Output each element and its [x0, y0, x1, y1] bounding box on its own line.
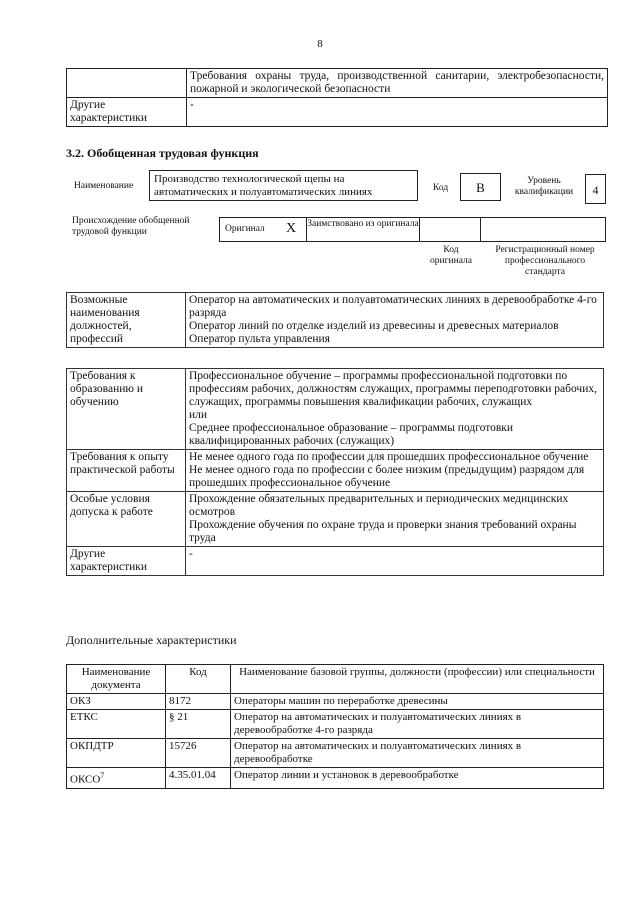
reg-number-label: Регистрационный номер профессионального стандарта [495, 245, 595, 277]
extra-code: 8172 [166, 694, 231, 710]
name-label: Наименование [74, 181, 134, 191]
extra-name: Оператор на автоматических и полуавтоматических линиях в деревообработке [231, 739, 604, 768]
experience-line: Не менее одного года по профессии для прошедших профессиональное обучение [189, 451, 589, 463]
table-row [67, 739, 604, 768]
conditions-line: Прохождение обязательных предварительных и периодических медицинских осмотров [189, 493, 569, 518]
top-table-empty-cell [67, 69, 187, 98]
extra-header-name: Наименование базовой группы, должности (профессии) или специальности [231, 665, 604, 694]
education-line: Среднее профессиональное образование – программы подготовки квалифицированных рабочих (служащих) [189, 422, 514, 447]
extra-code: 15726 [166, 739, 231, 768]
original-label: Оригинал [225, 224, 265, 234]
reg-number-box [480, 217, 606, 242]
extra-name: Оператор на автоматических и полуавтоматических линиях в деревообработке 4-го разряда [231, 710, 604, 739]
positions-label: Возможные наименования должностей, профессий [67, 293, 186, 348]
level-value: 4 [585, 174, 606, 204]
education-line: или [189, 409, 208, 421]
other-value: - [186, 547, 604, 576]
extra-code: 4.35.01.04 [166, 768, 231, 789]
top-table [66, 68, 608, 127]
extra-header-doc: Наименование документа [67, 665, 166, 694]
requirements-table [66, 368, 604, 576]
education-values [186, 369, 604, 450]
extra-doc: ОКПДТР [67, 739, 166, 768]
extra-name: Оператор линии и установок в деревообработке [231, 768, 604, 789]
extra-doc-cell [67, 768, 166, 789]
extra-title: Дополнительные характеристики [66, 633, 237, 647]
top-table-requirements: Требования охраны труда, производственной санитарии, электробезопасности, пожарной и экологической безопасности [187, 69, 608, 98]
experience-values [186, 450, 604, 492]
extra-header-code: Код [166, 665, 231, 694]
origin-label: Происхождение обобщенной трудовой функции [72, 216, 190, 237]
education-line: Профессиональное обучение – программы профессиональной подготовки по профессиям рабочих, должностям служащих, программы переподготовки рабочих, служащих, программы повышения квалификации рабочих, служащих [189, 370, 597, 408]
positions-table [66, 292, 604, 348]
code-value: В [460, 173, 501, 201]
experience-line: Не менее одного года по профессии с более низким (предыдущим) разрядом для прошедших профессиональное обучение [189, 464, 585, 489]
original-box [219, 217, 307, 242]
section-title: 3.2. Обобщенная трудовая функция [66, 146, 259, 160]
conditions-label: Особые условия допуска к работе [67, 492, 186, 547]
position-line: Оператор на автоматических и полуавтоматических линиях в деревообработке 4-го разряда [189, 294, 597, 319]
extra-doc: ОКСО [70, 773, 101, 786]
positions-values [186, 293, 604, 348]
experience-label: Требования к опыту практической работы [67, 450, 186, 492]
top-table-other-label: Другие характеристики [67, 98, 187, 127]
table-row [67, 710, 604, 739]
code-original-label: Код оригинала [430, 245, 472, 266]
borrowed-label: Заимствовано из оригинала [306, 217, 420, 242]
page-number: 8 [317, 38, 323, 50]
education-label: Требования к образованию и обучению [67, 369, 186, 450]
top-table-other-value: - [187, 98, 608, 127]
position-line: Оператор пульта управления [189, 333, 330, 345]
table-row [67, 768, 604, 789]
extra-table [66, 664, 604, 789]
position-line: Оператор линий по отделке изделий из древесины и древесных материалов [189, 320, 559, 332]
level-label: Уровень квалификации [514, 176, 574, 197]
conditions-line: Прохождение обучения по охране труда и проверки знания требований охраны труда [189, 519, 577, 544]
table-row [67, 694, 604, 710]
extra-name: Операторы машин по переработке древесины [231, 694, 604, 710]
conditions-values [186, 492, 604, 547]
name-value: Производство технологической щепы на автоматических и полуавтоматических линиях [149, 170, 418, 201]
other-label: Другие характеристики [67, 547, 186, 576]
extra-doc: ОКЗ [67, 694, 166, 710]
code-label: Код [433, 183, 449, 193]
original-mark: X [286, 221, 297, 236]
extra-code: § 21 [166, 710, 231, 739]
footnote-ref: 7 [100, 771, 105, 780]
extra-doc: ЕТКС [67, 710, 166, 739]
code-original-box [419, 217, 481, 242]
